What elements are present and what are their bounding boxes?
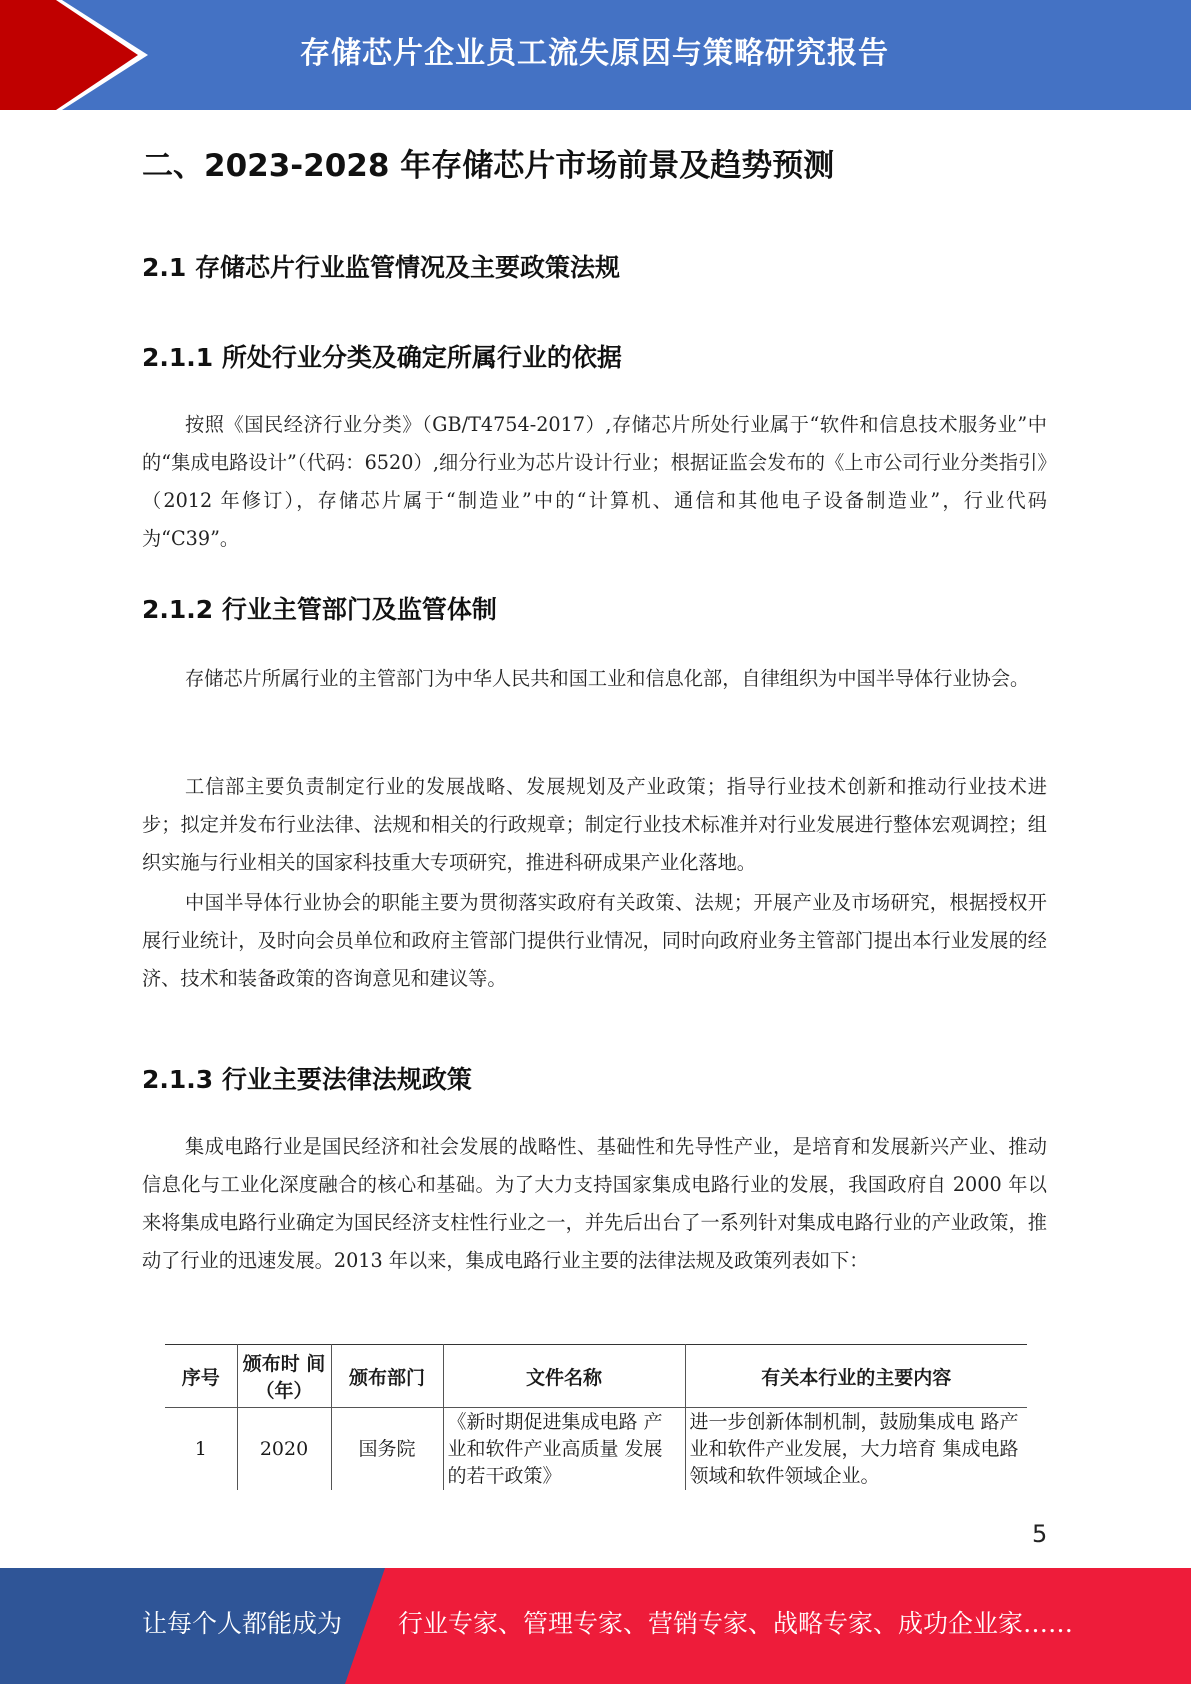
header-arrow-icon bbox=[0, 0, 160, 110]
cell-content: 进一步创新体制机制，鼓励集成电 路产业和软件产业发展，大力培育 集成电路领域和软件领域企业。 bbox=[685, 1408, 1027, 1491]
section-title: 二、2023-2028 年存储芯片市场前景及趋势预测 bbox=[142, 148, 835, 184]
col-header-year: 颁布时 间（年） bbox=[237, 1345, 331, 1408]
subsection-title-2-1: 2.1 存储芯片行业监管情况及主要政策法规 bbox=[142, 253, 620, 282]
report-header bbox=[0, 0, 1191, 110]
cell-year: 2020 bbox=[237, 1408, 331, 1491]
paragraph-industry-classification: 按照《国民经济行业分类》（GB/T4754-2017）,存储芯片所处行业属于“软件和信息技术服务业”中的“集成电路设计”（代码：6520）,细分行业为芯片设计行业；根据证监会发布的《上市公司行业分类指引》（2012 年修订），存储芯片属于“制造业”中的“计算机、通信和其他电子设备制造业”，行业代码为“C39”。 bbox=[142, 413, 1047, 550]
page-number: 5 bbox=[1032, 1520, 1048, 1548]
policy-table bbox=[165, 1344, 1027, 1490]
header-title: 存储芯片企业员工流失原因与策略研究报告 bbox=[300, 36, 889, 71]
col-header-content: 有关本行业的主要内容 bbox=[685, 1345, 1027, 1408]
footer-slogan-right: 行业专家、管理专家、营销专家、战略专家、成功企业家…… bbox=[398, 1609, 1074, 1638]
footer-slogan-left: 让每个人都能成为 bbox=[142, 1609, 343, 1638]
paragraph-association-duties: 中国半导体行业协会的职能主要为贯彻落实政府有关政策、法规；开展产业及市场研究，根据授权开展行业统计，及时向会员单位和政府主管部门提供行业情况，同时向政府业务主管部门提出本行业发展的经济、技术和装备政策的咨询意见和建议等。 bbox=[142, 891, 1047, 990]
col-header-document: 文件名称 bbox=[443, 1345, 685, 1408]
col-header-index: 序号 bbox=[165, 1345, 237, 1408]
paragraph-regulator: 存储芯片所属行业的主管部门为中华人民共和国工业和信息化部，自律组织为中国半导体行业协会。 bbox=[185, 667, 1030, 690]
paragraph-miit-duties: 工信部主要负责制定行业的发展战略、发展规划及产业政策；指导行业技术创新和推动行业技术进步；拟定并发布行业法律、法规和相关的行政规章；制定行业技术标准并对行业发展进行整体宏观调控；组织实施与行业相关的国家科技重大专项研究，推进科研成果产业化落地。 bbox=[142, 775, 1047, 874]
table-header-row bbox=[165, 1345, 1027, 1408]
subsection-title-2-1-3: 2.1.3 行业主要法律法规政策 bbox=[142, 1065, 472, 1094]
cell-department: 国务院 bbox=[331, 1408, 443, 1491]
subsection-title-2-1-2: 2.1.2 行业主管部门及监管体制 bbox=[142, 595, 497, 624]
report-footer bbox=[0, 1568, 1191, 1684]
table-row bbox=[165, 1408, 1027, 1491]
paragraph-policy-intro: 集成电路行业是国民经济和社会发展的战略性、基础性和先导性产业，是培育和发展新兴产业、推动信息化与工业化深度融合的核心和基础。为了大力支持国家集成电路行业的发展，我国政府自 2000 年以来将集成电路行业确定为国民经济支柱性行业之一，并先后出台了一系列针对集成电路行业的产业政策，推动了行业的迅速发展。2013 年以来，集成电路行业主要的法律法规及政策列表如下： bbox=[142, 1135, 1047, 1272]
cell-index: 1 bbox=[165, 1408, 237, 1491]
subsection-title-2-1-1: 2.1.1 所处行业分类及确定所属行业的依据 bbox=[142, 343, 622, 372]
col-header-department: 颁布部门 bbox=[331, 1345, 443, 1408]
cell-document: 《新时期促进集成电路 产业和软件产业高质量 发展的若干政策》 bbox=[443, 1408, 685, 1491]
